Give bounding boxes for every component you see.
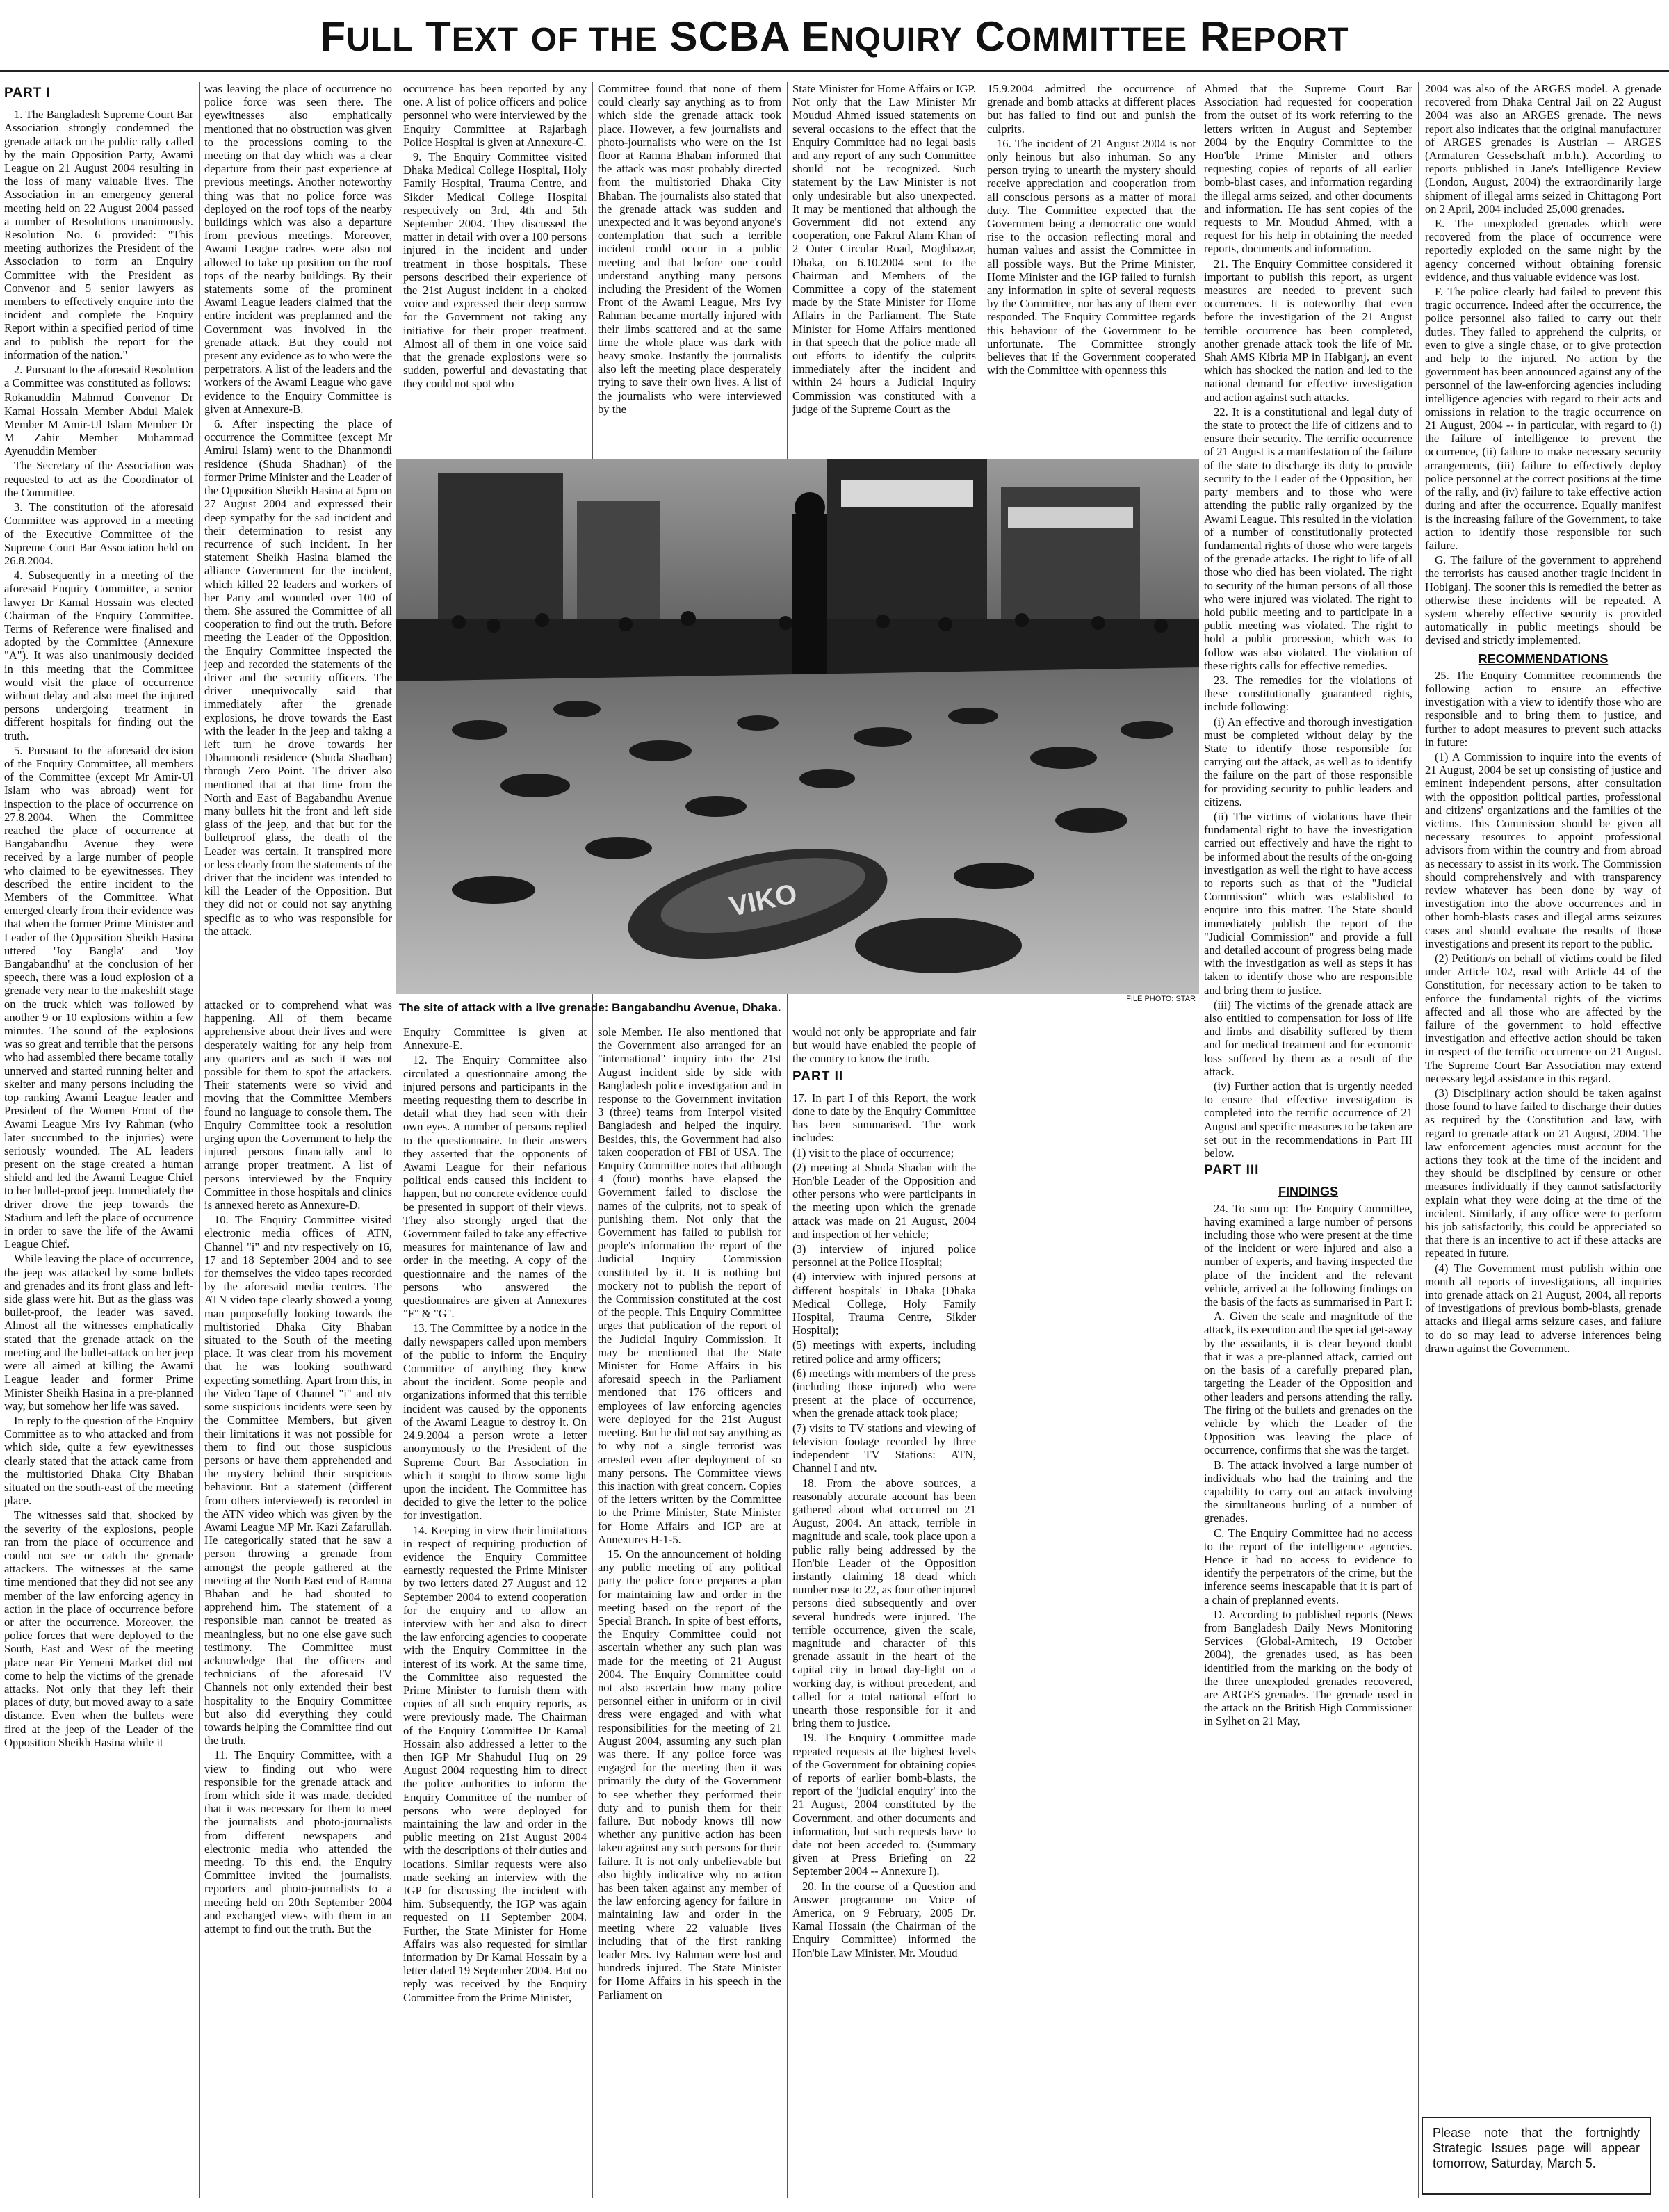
paragraph: (1) A Commission to inquire into the events of 21 August, 2004 be set up consisting of justice and eminent independent persons, after consultation with the opposition political parties, professional and citizens' organizations and the families of the victims. This Commission should be given all necessary resources to appoint professional advisors from within the country and from abroad as necessary to assist in its work. The Commission should comprehensively and with transparency review whatever has been done by way of investigation into the above occurrences and in other bomb-blasts cases and illegal arms seizures cases and should evaluate the results of those investigations and present its report to the public. bbox=[1425, 749, 1661, 950]
paragraph: G. The failure of the government to apprehend the terrorists has caused another tragic incident in Hobiganj. The sooner this is remedied the better as otherwise these incidents will be repeated. A system whereby effective security is provided automatically in public meetings should be devised and strictly implemented. bbox=[1425, 553, 1661, 647]
column-2-bottom bbox=[204, 998, 392, 2198]
paragraph: 3. The constitution of the aforesaid Committee was approved in a meeting of the Executive Committee of the Supreme Court Bar Association held on 26.8.2004. bbox=[4, 501, 193, 567]
paragraph: 16. The incident of 21 August 2004 is not only heinous but also inhuman. So any person trying to unearth the mystery should receive appreciation and cooperation from all conscious persons as a matter of moral duty. The Committee expected that the Government being a democratic one would rise to the occasion reflecting moral and human values and assist the Committee in all possible ways. But the Prime Minister, Home Minister and the IGP failed to furnish any information in spite of several requests by the Committee, nor has any of them ever responded. The Enquiry Committee regards this behaviour of the Government to be unfortunate. The Committee strongly believes that if the Government cooperated with the Committee with openness this bbox=[987, 136, 1196, 377]
column-5-top bbox=[792, 82, 976, 457]
paragraph: (3) Disciplinary action should be taken against those found to have failed to discharge their duties as required by the Constitution and law, with regard to grenade attack on 21 August, 2004. The law enforcement agencies must account for the actions they took at the time of the incident and they should be disciplined by censure or other measures individually if they cannot satisfactorily explain what they were doing at the time of the incident. Similarly, if any office were to perform his job satisfactorily, this could be appreciated so that there is an incentive to act if these attacks are repeated in future. bbox=[1425, 1087, 1661, 1260]
headline-part: EPORT bbox=[1230, 22, 1349, 58]
paragraph: The witnesses said that, shocked by the severity of the explosions, people ran from the place of occurrence and could not see or catch the grenade attackers. The witnesses at the same time mentioned that they did not see any member of the law enforcing agency in action in the place of occurrence before or after the occurrence. Moreover, the police forces that were deployed to the South, East and West of the meeting place near Pir Yemeni Market did not come to help the victims of the grenade attacks. Not only that they left their places of duty, but moved away to a safe distance. Even when the bullets were fired at the jeep of the Leader of the Opposition Sheikh Hasina while it bbox=[4, 1508, 193, 1749]
headline-part: C bbox=[975, 13, 1006, 60]
paragraph: (iii) The victims of the grenade attack are also entitled to compensation for loss of life and limbs and disability suffered by them and for medical treatment and for economic loss suffered by them as a result of the attack. bbox=[1204, 998, 1412, 1078]
photo-credit: FILE PHOTO: STAR bbox=[1126, 995, 1196, 1003]
column-6-top bbox=[987, 82, 1196, 457]
paragraph: (6) meetings with members of the press (including those injured) who were present at the place of occurrence, when the grenade attack took place; bbox=[792, 1366, 976, 1420]
paragraph: (7) visits to TV stations and viewing of television footage recorded by three independent TV Stations: ATN, Channel I and ntv. bbox=[792, 1421, 976, 1475]
paragraph: (5) meetings with experts, including retired police and army officers; bbox=[792, 1338, 976, 1365]
paragraph: E. The unexploded grenades which were recovered from the place of occurrence were reportedly exploded on the same night by the agency concerned without obtaining forensic evidence, and thus valuable evidence was lost. bbox=[1425, 217, 1661, 284]
subsection-heading: FINDINGS bbox=[1278, 1185, 1338, 1199]
paragraph: would not only be appropriate and fair but would have enabled the people of the country to know the truth. bbox=[792, 1025, 976, 1066]
paragraph: 10. The Enquiry Committee visited electronic media offices of ATN, Channel "i" and ntv respectively on 16, 17 and 18 September 2004 and to see for themselves the video tapes recorded by the aforesaid media centres. The ATN video tape clearly showed a young man purposefully looking towards the multistoried Dhaka City Bhaban situated to the South of the meeting place. It was clear from his movement that he was looking southward expecting something. Apart from this, in the Video Tape of Channel "i" and ntv some suspicious incidents were seen by the Committee Members, but given their limitations it was not possible for them to find out those suspicious persons or have them apprehended and the mystery behind their suspicious behaviour. But a statement (different from others interviewed) is recorded in the ATN video which was given by the Awami League MP Mr. Kazi Zafarullah. He categorically stated that he saw a person throwing a grenade from amongst the people gathered at the meeting at the North East end of Ramna Bhaban and he had shouted to apprehend him. The statement of a responsible man cannot be treated as meaningless, but no one else gave such testimony. The Committee must acknowledge that the officers and technicians of the aforesaid TV Channels not only extended their best hospitality to the Enquiry Committee but also did everything they could towards helping the Committee find out the truth. bbox=[204, 1213, 392, 1748]
paragraph: Rokanuddin Mahmud Convenor Dr Kamal Hossain Member Abdul Malek Member M Amir-Ul Islam Member Dr M Zahir Member Muhammad Ayenuddin Member bbox=[4, 391, 193, 458]
paragraph: 15. On the announcement of holding any public meeting of any political party the police force prepares a plan for maintaining law and order in the meeting based on the report of the Special Branch. In spite of best efforts, the Enquiry Committee could not ascertain whether any such plan was made for the meeting of 21 August 2004. The Enquiry Committee could not also ascertain how many police personnel either in uniform or in civil dress were engaged and with what responsibilities for the meeting of 21 August 2004, assuming any such plan was there. If any police force was engaged for the meeting then it was primarily the duty of the Government to see whether they performed their duty and to punish them for their failure. But nobody knows till now whether any punitive action has been taken against any such persons for their failure. It is not only unbelievable but also highly indicative why no action has been taken against any member of the law enforcing agency for failure in maintaining law and order in the meeting where 22 valuable lives including that of the first ranking leader Mrs. Ivy Rahman were lost and hundreds injured. The State Minister for Home Affairs in his speech in the Parliament on bbox=[598, 1547, 781, 2001]
headline-part: OF THE bbox=[530, 22, 658, 58]
column-5-bottom bbox=[792, 1025, 976, 2198]
paragraph: 2. Pursuant to the aforesaid Resolution a Committee was constituted as follows: bbox=[4, 363, 193, 390]
paragraph: 5. Pursuant to the aforesaid decision of the Enquiry Committee, all members of the Committee (except Mr Amir-Ul Islam who was abroad) went for inspection to the place of occurrence on 27.8.2004. When the Committee reached the place of occurrence at Bangabandhu Avenue they were received by a large number of people who claimed to be eyewitnesses. They described the entire incident to the Members of the Committee. What emerged clearly from their evidence was that when the former Prime Minister and Leader of the Opposition Sheikh Hasina uttered 'Joy Bangla' and 'Joy Bangabandhu' at the conclusion of her speech, there was a loud explosion of a grenade very near to the makeshift stage on the truck which was followed by another 9 or 10 explosions within a few minutes. The sound of the explosions was so great and terrible that the persons who had assembled there became totally unnerved and started running helter and skelter and many persons including the top ranking Awami League leader and President of the Women Front of the Awami League Mrs Ivy Rahman (who later succumbed to the injuries) were seriously wounded. The AL leaders present on the stage created a human shield and led the Awami League Chief to her bullet-proof jeep. Immediately the driver drove the jeep towards the Stadium and left the place of occurrence in order to save the life of the Awami League Chief. bbox=[4, 743, 193, 1251]
column-divider bbox=[592, 82, 593, 2198]
headline-part: T bbox=[425, 13, 452, 60]
paragraph: Enquiry Committee is given at Annexure-E. bbox=[403, 1025, 587, 1052]
headline-part: R bbox=[1199, 13, 1231, 60]
paragraph: 14. Keeping in view their limitations in respect of requiring production of evidence the Enquiry Committee earnestly requested the Prime Minister by two letters dated 27 August and 12 September 2004 to extend cooperation for the enquiry and to allow an interview with her and also to direct the law enforcing agencies to cooperate with the Enquiry Committee in the interest of its work. At the same time, the Committee also requested the Prime Minister to furnish them with copies of all such enquiry reports, as were previously made. The Chairman of the Enquiry Committee Dr Kamal Hossain also addressed a letter to the then IGP Mr Shahudul Huq on 29 August 2004 requesting him to direct the police authorities to inform the Enquiry Committee of the number of persons who were deployed for maintaining the law and order in the public meeting on 21st August 2004 with the descriptions of their duties and locations. Similar requests were also made seeking an interview with the IGP for discussing the incident with him. Subsequently, the IGP was again requested on 11 September 2004. Further, the State Minister for Home Affairs was also requested for similar information by Dr Kamal Hossain by a letter dated 19 September 2004. But no reply was received by the Enquiry Committee from the Prime Minister, bbox=[403, 1523, 587, 2004]
paragraph: 2004 was also of the ARGES model. A grenade recovered from Dhaka Central Jail on 22 August 2004 was also an ARGES grenade. The news report also indicates that the original manufacturer of ARGES grenades is Austrian -- ARGES (Armaturen Gesselschaft m.b.h.). According to reports published in Jane's Intelligence Review (London, August, 2004) the extraordinarily large shipment of illegal arms seized in Chittagong Port on 2 April, 2004 included 25,000 grenades. bbox=[1425, 82, 1661, 215]
photo-image bbox=[396, 459, 1199, 994]
column-4-top bbox=[598, 82, 781, 457]
paragraph: 11. The Enquiry Committee, with a view to finding out who were responsible for the grenade attack and from which side it was made, decided that it was necessary for them to meet the journalists and photo-journalists from different newspapers and electronic media who attended the meeting. To this end, the Enquiry Committee invited the journalists, reporters and photo-journalists to a meeting held on 20th September 2004 and exchanged views with them in an attempt to find out the truth. But the bbox=[204, 1748, 392, 1936]
paragraph: 18. From the above sources, a reasonably accurate account has been gathered about what occurred on 21 August, 2004. An attack, terrible in magnitude and scale, took place upon a public rally being addressed by the Hon'ble Leader of the Opposition instantly claiming 18 dead which number rose to 22, as four other injured persons died subsequently and over several hundreds were injured. The terrible occurrence, given the scale, magnitude and character of this grenade assault in the heart of the capital city in broad day-light on a working day, is without precedent, and called for a total national effort to unearth those responsible for it and bring them to justice. bbox=[792, 1476, 976, 1730]
shoe-brand-text: VIKO bbox=[726, 878, 800, 922]
paragraph: (4) The Government must publish within one month all reports of investigations, all inquiries into grenade attack on 21 August, 2004, all reports of investigations of previous bomb-blasts, grenade attacks and illegal arms seizure cases, and failure to do so may lead to adverse inferences being drawn against the Government. bbox=[1425, 1261, 1661, 1355]
section-heading: PART II bbox=[792, 1068, 844, 1084]
paragraph: (2) Petition/s on behalf of victims could be filed under Article 102, read with Article 44 of the Constitution, for necessary action to be taken to enforce the fundamental rights of the victims affected and all those who are affected by the failure of the government to hold effective investigation and effective action should be taken in respect of the terrific occurrence on 21 August. The Supreme Court Bar Association may extend necessary legal assistance in this regard. bbox=[1425, 952, 1661, 1085]
column-4-bottom bbox=[598, 1025, 781, 2198]
paragraph: (iv) Further action that is urgently needed to ensure that effective investigation is completed into the terrific occurrence of 21 August and specific measures to be taken are set out in the recommendations in Part III below. bbox=[1204, 1080, 1412, 1160]
headline-part: EXT bbox=[451, 22, 519, 58]
paragraph: 15.9.2004 admitted the occurrence of grenade and bomb attacks at different places but has failed to find out and punish the culprits. bbox=[987, 82, 1196, 136]
paragraph: 23. The remedies for the violations of these constitutionally guaranteed rights, include following: bbox=[1204, 673, 1412, 714]
paragraph: attacked or to comprehend what was happening. All of them became apprehensive about their lives and were desperately waiting for any help from any quarters and as such it was not possible for them to spot the attackers. Their statements were so vivid and moving that the Committee Members found no language to console them. The Enquiry Committee took a resolution urging upon the Government to help the injured persons financially and to arrange proper treatment. A list of persons interviewed by the Enquiry Committee in those hospitals and clinics is annexed hereto as Annexure-D. bbox=[204, 998, 392, 1212]
paragraph: (ii) The victims of violations have their fundamental right to have the investigation carried out effectively and have the right to be informed about the results of the on-going investigation as well the right to have access to reports such as that of the "Judicial Commission" which was established to enquire into this matter. The State should immediately publish the report of the "Judicial Commission" and provide a full and detailed account of progress being made with the investigation as well as steps it has taken to identify those who are responsible and bring them to justice. bbox=[1204, 809, 1412, 997]
paragraph: State Minister for Home Affairs or IGP. Not only that the Law Minister Mr Moudud Ahmed issued statements on several occasions to the effect that the Enquiry Committee had no legal basis and any report of any such Committee should not be recognized. Such statement by the Law Minister is not only undesirable but also unexpected. It may be mentioned that although the Government did not extend any cooperation, one Fakrul Alam Khan of 2 Outer Circular Road, Moghbazar, Dhaka, on 6.10.2004 sent to the Chairman and Members of the Committee a copy of the statement made by the State Minister for Home Affairs in the Parliament. The State Minister for Home Affairs mentioned in that speech that the police made all out efforts to identify the culprits immediately after the incident and within 24 hours a Judicial Inquiry Commission was constituted with a judge of the Supreme Court as the bbox=[792, 82, 976, 416]
paragraph: While leaving the place of occurrence, the jeep was attacked by some bullets and grenades and its front glass and left-side glass were hit. But as the glass was bullet-proof, the leader was saved. Almost all the witnesses emphatically stated that the grenade attack on the meeting and the bullet-attack on her jeep were all aimed at killing the Awami League leader and former Prime Minister Sheikh Hasina in a pre-planned way, but somehow her life was saved. bbox=[4, 1252, 193, 1413]
paragraph: (1) visit to the place of occurrence; bbox=[792, 1146, 954, 1160]
paragraph: D. According to published reports (News from Bangladesh Daily News Monitoring Services (Global-Amitech, 19 October 2004), the grenades used, as has been identified from the marking on the body of the three unexploded grenades recovered, are ARGES grenades. The grenade used in the attack on the British High Commissioner in Sylhet on 21 May, bbox=[1204, 1607, 1412, 1728]
paragraph: 6. After inspecting the place of occurrence the Committee (except Mr Amirul Islam) went to the Dhanmondi residence (Shuda Shadhan) of the former Prime Minister and the Leader of the Opposition Sheikh Hasina at 5pm on 27 August 2004 and expressed their deep sympathy for the sad incident and their determination to resist any recurrence of such incident. In her statement Sheikh Hasina blamed the alliance Government for the incident, which killed 22 leaders and workers of her Party and wounded over 100 of them. She assured the Committee of all cooperation to find out the truth. Before meeting the Leader of the Opposition, the Enquiry Committee inspected the jeep and recorded the statements of the driver and the security officers. The driver unequivocally said that immediately after the grenade explosions, he drove towards the East with the leader in the jeep and taking a left turn he drove towards her Dhanmondi residence (Shuda Shadhan) through Zero Point. The driver also mentioned that at that time from the North and East of Bagabandhu Avenue many bullets hit the front and left side glass of the jeep, and that but for the bulletproof glass, the death of the Leader was certain. It transpired more or less clearly from the statements of the driver that the incident was intended to kill the Leader of the Opposition. But they did not or could not say anything specific as to who was responsible for the attack. bbox=[204, 417, 392, 938]
attack-site-photo bbox=[396, 459, 1199, 1011]
subsection-heading: RECOMMENDATIONS bbox=[1478, 651, 1609, 666]
paragraph: sole Member. He also mentioned that the Government also arranged for an "international" inquiry into the 21st August incident side by side with Bangladesh police investigation and in response to the Government invitation 3 (three) teams from Interpol visited Bangladesh and helped the inquiry. Besides, this, the Government had also taken cooperation of FBI of USA. The Enquiry Committee notes that although 4 (four) months have elapsed the Government failed to disclose the names of the culprits, not to speak of punishing them. Not only that the Government has failed to publish for people's information the report of the Judicial Inquiry Commission constituted by it. It is nothing but mockery not to publish the report of the Commission constituted at the cost of the people. This Enquiry Committee urges that publication of the report of the Judicial Inquiry Commission. It may be mentioned that the State Minister for Home Affairs in his aforesaid speech in the Parliament mentioned that 176 officers and employees of law enforcing agencies were deployed for the 21st August meeting. But he did not say anything as to why not a single terrorist was arrested even after deployment of so many persons. The Committee views this inaction with great concern. Copies of the letters written by the Committee to the Prime Minister, State Minister for Home Affairs and IGP are at Annexures H-1-5. bbox=[598, 1025, 781, 1546]
paragraph: 20. In the course of a Question and Answer programme on Voice of America, on 9 February, 2005 Dr. Kamal Hossain (the Chairman of the Enquiry Committee) informed the Hon'ble Law Minister, Mr. Moudud bbox=[792, 1879, 976, 1960]
paragraph: 24. To sum up: The Enquiry Committee, having examined a large number of persons including those who were present at the time of the incident or were injured and also a number of experts, and having inspected the place of the incident and the relevant vehicle, arrived at the following findings on the basis of the facts as summarised in Part I: bbox=[1204, 1201, 1412, 1309]
column-3-bottom bbox=[403, 1025, 587, 2198]
paragraph: 12. The Enquiry Committee also circulated a questionnaire among the injured persons and participants in the meeting requesting them to describe in detail what they had seen with their own eyes. A number of persons replied to the questionnaire. In their answers they asserted that the opponents of Awami League for their nefarious political ends caused this incident to happen, but no concrete evidence could be presented in support of their views. They also strongly urged that the Government failed to take any effective measures for maintenance of law and order in the meeting. A copy of the questionnaire and the names of the persons who answered the questionnaires are given at Annexures "F" & "G". bbox=[403, 1053, 587, 1321]
paragraph: 9. The Enquiry Committee visited Dhaka Medical College Hospital, Holy Family Hospital, Trauma Centre, and Sikder Medical College Hospital respectively on 3rd, 4th and 5th September 2004. They discussed the matter in detail with over a 100 persons injured in the incident and under treatment in those hospitals. These persons described their experience of the 21st August incident in a choked voice and expressed their deep sorrow for the Government not taking any initiative for their proper treatment. Almost all of them in one voice said that the grenade explosions were so sudden, powerful and devastating that they could not spot who bbox=[403, 150, 587, 391]
paragraph: 22. It is a constitutional and legal duty of the state to protect the life of citizens and to ensure their security. The terrific occurrence of 21 August is a manifestation of the failure of the state to discharge its duty to provide security to the Leader of the Opposition, her party members and to those who were attending the public rally organized by the Awami League. This resulted in the violation of a number of constitutionally protected fundamental rights of those who were targets of the grenade attacks. The right to life of all those who died has been violated. The right to security of the human persons of all those who were injured was violated. The right to hold public meeting and to participate in a public meeting was violated. The right to hold a public procession, which was to follow was also violated. The violation of these rights calls for effective remedies. bbox=[1204, 405, 1412, 672]
paragraph: 4. Subsequently in a meeting of the aforesaid Enquiry Committee, a senior lawyer Dr Kamal Hossain was elected Chairman of the Enquiry Committee. Terms of Reference were finalised and adopted by the Committee (Annexure "A"). It was also unanimously decided in this meeting that the Committee would visit the place of occurrence without delay and also meet the injured persons undergoing treatment in different hospitals for finding out the truth. bbox=[4, 569, 193, 742]
paragraph: (4) interview with injured persons at different hospitals' in Dhaka (Dhaka Medical College, Holy Family Hospital, Trauma Centre, Sikder Hospital); bbox=[792, 1270, 976, 1337]
headline-part: SCBA bbox=[669, 13, 790, 60]
section-heading: PART III bbox=[1204, 1163, 1260, 1178]
paragraph: F. The police clearly had failed to prevent this tragic occurrence. Indeed after the occurrence, the police personnel also failed to carry out their duties. They failed to apprehend the culprits, or even to give a single chase, or to give protection and help to the injured. No action by the government has been announced against any of the personnel of the law-enforcing agencies including intelligence agencies with regard to their acts and omissions in relation to the tragic occurrence on 21 August, 2004 -- in particular, with regard to (i) the failure of intelligence to prevent the occurrence, (ii) failure to make necessary security arrangements, (iii) failure to effectively deploy police personnel at the correct positions at the time of the rally, and (iv) failure to take effective action during and after the occurrence. Equally manifest is the increasing failure of the Government, to take action to identify those responsible for such failure. bbox=[1425, 285, 1661, 552]
headline-part: ULL bbox=[346, 22, 414, 58]
column-7 bbox=[1425, 82, 1661, 2108]
paragraph: Ahmed that the Supreme Court Bar Association had requested for cooperation from the outset of its work referring to the letters written in August and September 2004 by the Enquiry Committee to the Hon'ble Prime Minister and others requesting copies of reports of all earlier bomb-blast cases, and information regarding the illegal arms seized, and other documents and information. He has sent copies of the requests to Mr. Moudud Ahmed, with a request for his help in obtaining the needed reports, documents and information. bbox=[1204, 82, 1412, 256]
paragraph: The Secretary of the Association was requested to act as the Coordinator of the Committee. bbox=[4, 459, 193, 499]
paragraph: 17. In part I of this Report, the work done to date by the Enquiry Committee has been summarised. The work includes: bbox=[792, 1091, 976, 1145]
paragraph: (3) interview of injured police personnel at the Police Hospital; bbox=[792, 1242, 976, 1269]
paragraph: 25. The Enquiry Committee recommends the following action to ensure an effective investigation with a view to identify those who are responsible and to bring them to justice, and further to adopt measures to prevent such attacks in future: bbox=[1425, 668, 1661, 749]
paragraph: 1. The Bangladesh Supreme Court Bar Association strongly condemned the grenade attack on the public rally called by the main Opposition Party, Awami League on 21 August 2004 resulting in the loss of many valuable lives. The Association in an emergency general meeting held on 22 August 2004 passed a number of Resolutions unanimously. Resolution No. 6 provided: "This meeting authorizes the President of the Association to form an Enquiry Committee with the President as Convenor and 5 senior lawyers as members to effectively enquire into the incident and complete the Enquiry Report within a specified period of time and to publish the report for the information of the nation." bbox=[4, 108, 193, 361]
paragraph: 21. The Enquiry Committee considered it important to publish this report, as urgent measures are needed to prevent such occurrences. It is noteworthy that even before the investigation of the 21 August terrible occurrence has been completed, another grenade attack took the life of Mr. Shah AMS Kibria MP in Habiganj, an event which has shocked the nation and led to the national demand for effective investigation and action against such attacks. bbox=[1204, 257, 1412, 404]
column-divider bbox=[787, 82, 788, 2198]
column-2-top bbox=[204, 82, 392, 996]
headline-part: OMMITTEE bbox=[1005, 22, 1188, 58]
column-3-top bbox=[403, 82, 587, 457]
column-6-bottom bbox=[1204, 82, 1412, 2198]
paragraph: (i) An effective and thorough investigation must be completed without delay by the State to identify those responsible for carrying out the attack, as well as to identify the failure on the part of those responsible for providing security to public leaders and citizens. bbox=[1204, 715, 1412, 808]
headline bbox=[0, 13, 1669, 68]
paragraph: occurrence has been reported by any one. A list of police officers and police personnel who were interviewed by the Enquiry Committee at Rajarbagh Police Hospital is given at Annexure-C. bbox=[403, 82, 587, 149]
column-divider bbox=[199, 82, 200, 2198]
paragraph: In reply to the question of the Enquiry Committee as to who attacked and from which side, quite a few eyewitnesses clearly stated that the attack came from the multistoried Dhaka City Bhaban situated on the south-east of the meeting place. bbox=[4, 1413, 193, 1508]
page-notice-box: Please note that the fortnightly Strategic Issues page will appear tomorrow, Saturday, March 5. bbox=[1422, 2117, 1651, 2195]
paragraph: 13. The Committee by a notice in the daily newspapers called upon members of the public to inform the Enquiry Committee of anything they knew about the incident. Some people and organizations informed that this terrible incident was caused by the opponents of the Awami League to destroy it. On 24.9.2004 a person wrote a letter anonymously to the President of the Supreme Court Bar Association in which it sought to throw some light upon the incident. The Committee has decided to give the letter to the police for investigation. bbox=[403, 1321, 587, 1522]
paragraph: was leaving the place of occurrence no police force was seen there. The eyewitnesses also emphatically mentioned that no obstruction was given to the processions coming to the meeting on that day which was a clear departure from their past experience at previous meetings. Another noteworthy thing was that no police force was deployed on the roof tops of the nearby buildings which was also a departure from previous meetings. Moreover, Awami League cadres were also not allowed to take up position on the roof tops of the nearby buildings. By their statements some of the prominent Awami League leaders claimed that the entire incident was preplanned and the Government was involved in the grenade attack. But they could not present any evidence as to who were the perpetrators. A list of the leaders and the workers of the Awami League who gave evidence to the Enquiry Committee is given at Annexure-B. bbox=[204, 82, 392, 416]
headline-part: NQUIRY bbox=[829, 22, 963, 58]
paragraph: Committee found that none of them could clearly say anything as to from which side the grenade attack took place. However, a few journalists and photo-journalists who were on the 1st floor at Ramna Bhaban informed that the attack was most probably directed from the multistoried Dhaka City Bhaban. The journalists also stated that the grenade attack was sudden and unexpected and it was beyond anyone's contemplation that such a terrible incident could occur in a public meeting and that before one could understand anything many persons including the President of the Women Front of the Awami League, Mrs Ivy Rahman became mortally injured with their limbs scattered and at the same time the whole place was dark with heavy smoke. Instantly the journalists also left the meeting place desperately trying to save their own lives. A list of the journalists who were interviewed by the bbox=[598, 82, 781, 416]
section-heading: PART I bbox=[4, 86, 51, 100]
headline-part: F bbox=[320, 13, 347, 60]
paragraph: A. Given the scale and magnitude of the attack, its execution and the special get-away by the assailants, it is clear beyond doubt that it was a pre-planned attack, carried out on the basis of a carefully prepared plan, targeting the Leader of the Opposition and other leaders and persons attending the rally. The firing of the bullets and grenades on the vehicle by which the Leader of the Opposition was leaving the place of occurrence, confirms that she was the target. bbox=[1204, 1310, 1412, 1457]
paragraph: (2) meeting at Shuda Shadan with the Hon'ble Leader of the Opposition and other persons who were participants in the meeting upon which the grenade attack was made on 21 August, 2004 and inspection of her vehicle; bbox=[792, 1160, 976, 1241]
column-1 bbox=[4, 82, 193, 2198]
headline-part: E bbox=[801, 13, 830, 60]
column-divider bbox=[1418, 82, 1419, 2198]
paragraph: 19. The Enquiry Committee made repeated requests at the highest levels of the Government for obtaining copies of reports of earlier bomb-blasts, the report of the 'judicial enquiry' into the 21 August, 2004 constituted by the Government, and other documents and information, but such requests have to date not been acceded to. (Summary given at Press Briefing on 22 September 2004 -- Annexure I). bbox=[792, 1731, 976, 1878]
headline-rule bbox=[0, 70, 1669, 72]
photo-caption: The site of attack with a live grenade: Bangabandhu Avenue, Dhaka. bbox=[399, 1001, 781, 1014]
paragraph: C. The Enquiry Committee had no access to the report of the intelligence agencies. Hence it had no access to evidence to identify the perpetrators of the crime, but the inference seems inescapable that it is part of a chain of preplanned events. bbox=[1204, 1526, 1412, 1607]
paragraph: B. The attack involved a large number of individuals who had the training and the capability to carry out an attack involving the simultaneous hurling of a number of grenades. bbox=[1204, 1458, 1412, 1525]
